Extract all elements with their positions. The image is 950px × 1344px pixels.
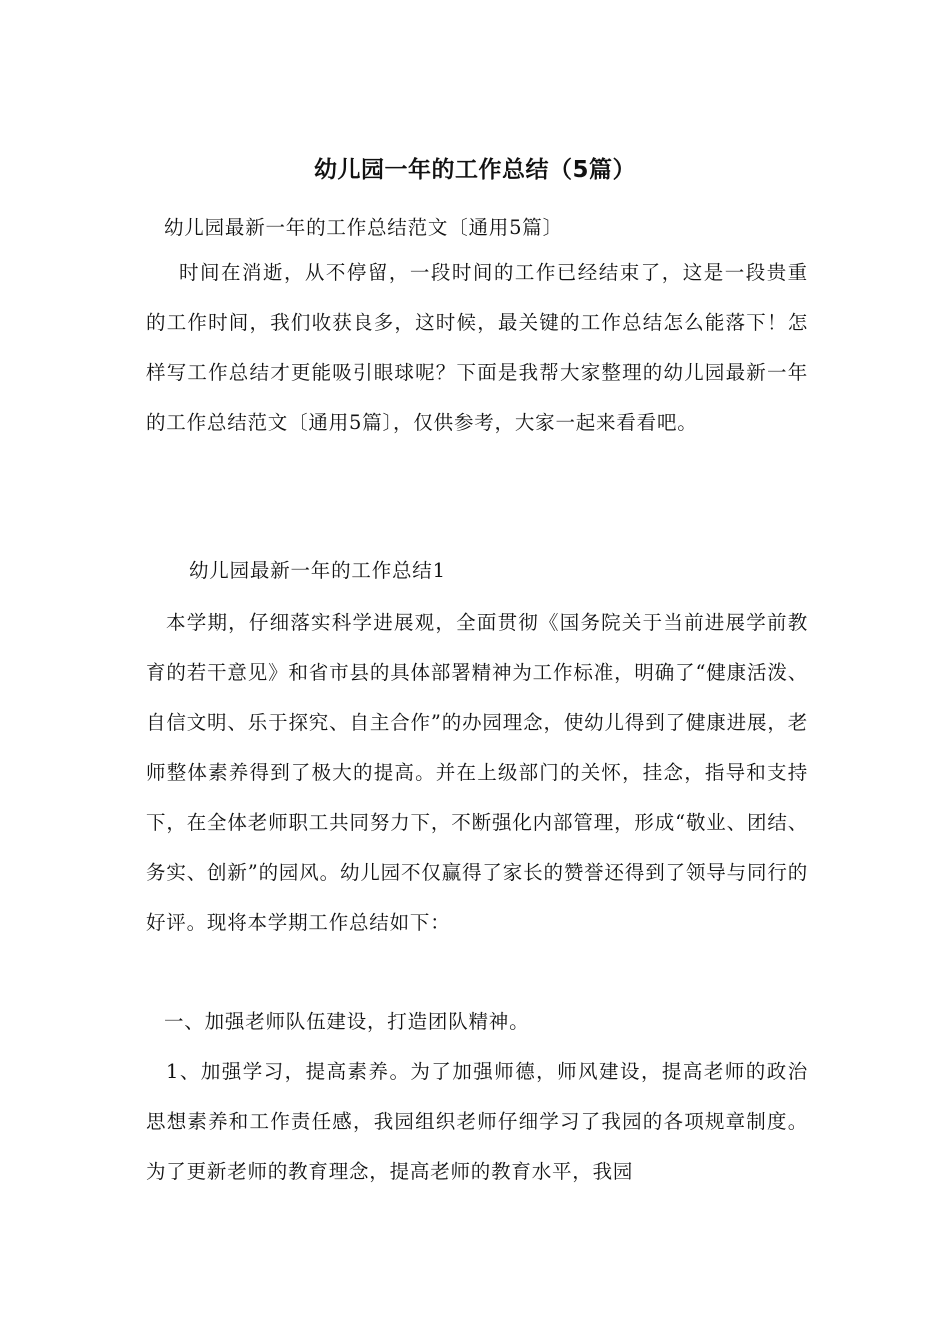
body-paragraph-1: 本学期，仔细落实科学进展观，全面贯彻《国务院关于当前进展学前教育的若干意见》和省市县的具体部署精神为工作标准，明确了“健康活泼、自信文明、乐于探究、自主合作”的办园理念，使幼儿得到了健康进展，老师整体素养得到了极大的提高。并在上级部门的关怀，挂念，指导和支持下，在全体老师职工共同努力下，不断强化内部管理，形成“敬业、团结、务实、创新”的园风。幼儿园不仅赢得了家长的赞誉还得到了领导与同行的好评。现将本学期工作总结如下： (146, 611, 808, 934)
list-item-1: 1、加强学习，提高素养。为了加强师德，师风建设，提高老师的政治思想素养和工作责任感，我园组织老师仔细学习了我园的各项规章制度。为了更新老师的教育理念，提高老师的教育水平，我园 (146, 1060, 808, 1183)
section-heading-1: 幼儿园最新一年的工作总结1 (189, 559, 446, 582)
document-title: 幼儿园一年的工作总结（5篇） (313, 157, 636, 183)
subsection-heading-1: 一、加强老师队伍建设，打造团队精神。 (164, 1010, 530, 1033)
document-subtitle: 幼儿园最新一年的工作总结范文〔通用5篇〕 (164, 216, 563, 239)
intro-paragraph: 时间在消逝，从不停留，一段时间的工作已经结束了，这是一段贵重的工作时间，我们收获良多，这时候，最关键的工作总结怎么能落下！怎样写工作总结才更能吸引眼球呢？下面是我帮大家整理的幼儿园最新一年的工作总结范文〔通用5篇〕，仅供参考，大家一起来看看吧。 (146, 261, 808, 434)
